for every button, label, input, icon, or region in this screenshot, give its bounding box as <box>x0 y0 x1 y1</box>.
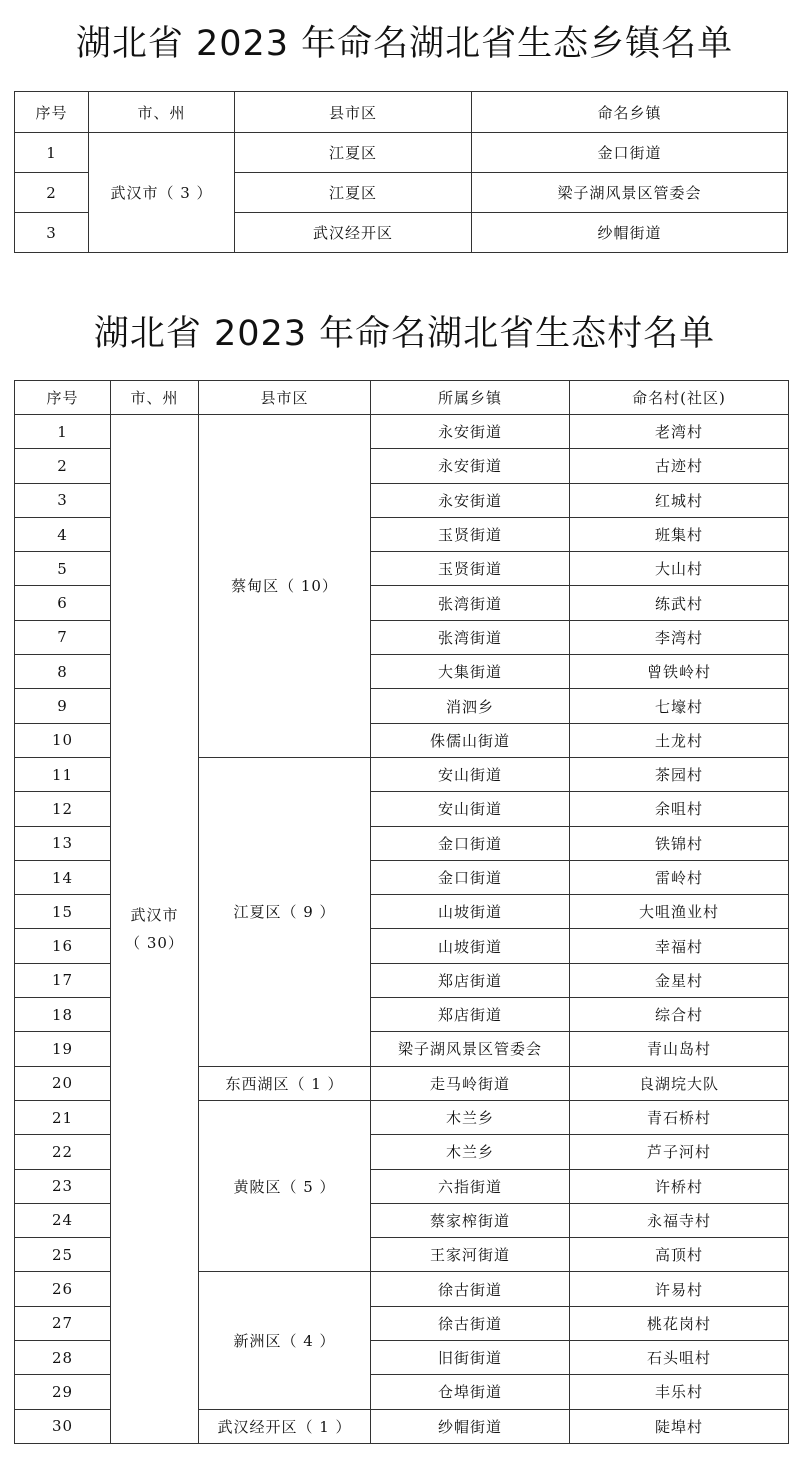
village-cell: 李湾村 <box>570 620 789 654</box>
row-number: 21 <box>15 1100 111 1134</box>
row-number: 23 <box>15 1169 111 1203</box>
town-cell: 蔡家榨街道 <box>371 1203 570 1237</box>
town-cell: 金口街道 <box>371 860 570 894</box>
town-cell: 玉贤街道 <box>371 517 570 551</box>
district-group-cell: 蔡甸区（ 10） <box>199 415 371 758</box>
town-cell: 永安街道 <box>371 449 570 483</box>
town-cell: 郑店街道 <box>371 998 570 1032</box>
village-cell: 七壕村 <box>570 689 789 723</box>
row-number: 30 <box>15 1409 111 1443</box>
row-number: 22 <box>15 1135 111 1169</box>
row-number: 29 <box>15 1375 111 1409</box>
village-cell: 大山村 <box>570 552 789 586</box>
town-cell: 旧街街道 <box>371 1341 570 1375</box>
column-header-village: 命名村(社区) <box>570 381 789 415</box>
column-header-town: 所属乡镇 <box>371 381 570 415</box>
village-cell: 永福寺村 <box>570 1203 789 1237</box>
town-cell: 永安街道 <box>371 415 570 449</box>
city-group-count: （ 30） <box>125 933 184 952</box>
row-number: 20 <box>15 1066 111 1100</box>
table-header-row <box>15 381 789 415</box>
column-header-district: 县市区 <box>199 381 371 415</box>
row-number: 12 <box>15 792 111 826</box>
town-cell: 张湾街道 <box>371 620 570 654</box>
district-cell: 江夏区 <box>235 173 472 213</box>
town-cell: 木兰乡 <box>371 1100 570 1134</box>
village-cell: 老湾村 <box>570 415 789 449</box>
eco-villages-table <box>14 380 789 1444</box>
column-header-city: 市、州 <box>111 381 199 415</box>
row-number: 7 <box>15 620 111 654</box>
village-cell: 青山岛村 <box>570 1032 789 1066</box>
town-cell: 玉贤街道 <box>371 552 570 586</box>
towns-list-title: 湖北省 2023 年命名湖北省生态乡镇名单 <box>75 24 734 64</box>
row-number: 5 <box>15 552 111 586</box>
town-cell: 金口街道 <box>371 826 570 860</box>
row-number: 4 <box>15 517 111 551</box>
town-cell: 安山街道 <box>371 792 570 826</box>
row-number: 18 <box>15 998 111 1032</box>
village-cell: 铁锦村 <box>570 826 789 860</box>
town-cell: 山坡街道 <box>371 895 570 929</box>
row-number: 1 <box>15 133 89 173</box>
town-cell: 金口街道 <box>472 133 788 173</box>
town-cell: 张湾街道 <box>371 586 570 620</box>
town-cell: 郑店街道 <box>371 963 570 997</box>
town-cell: 侏儒山街道 <box>371 723 570 757</box>
row-number: 19 <box>15 1032 111 1066</box>
village-cell: 许易村 <box>570 1272 789 1306</box>
row-number: 6 <box>15 586 111 620</box>
village-cell: 良湖垸大队 <box>570 1066 789 1100</box>
village-cell: 幸福村 <box>570 929 789 963</box>
town-cell: 仓埠街道 <box>371 1375 570 1409</box>
row-number: 28 <box>15 1341 111 1375</box>
row-number: 3 <box>15 213 89 253</box>
town-cell: 王家河街道 <box>371 1238 570 1272</box>
village-cell: 古迹村 <box>570 449 789 483</box>
row-number: 2 <box>15 449 111 483</box>
town-cell: 走马岭街道 <box>371 1066 570 1100</box>
town-cell: 六指街道 <box>371 1169 570 1203</box>
table-header-row <box>15 92 788 133</box>
town-cell: 安山街道 <box>371 757 570 791</box>
column-header-district: 县市区 <box>235 92 472 133</box>
row-number: 17 <box>15 963 111 997</box>
row-number: 14 <box>15 860 111 894</box>
village-cell: 青石桥村 <box>570 1100 789 1134</box>
village-cell: 许桥村 <box>570 1169 789 1203</box>
village-cell: 茶园村 <box>570 757 789 791</box>
town-cell: 山坡街道 <box>371 929 570 963</box>
village-cell: 练武村 <box>570 586 789 620</box>
city-group-cell <box>111 415 199 1444</box>
town-cell: 消泗乡 <box>371 689 570 723</box>
column-header-number: 序号 <box>15 92 89 133</box>
village-cell: 雷岭村 <box>570 860 789 894</box>
village-cell: 红城村 <box>570 483 789 517</box>
table-row <box>15 415 789 449</box>
town-cell: 永安街道 <box>371 483 570 517</box>
row-number: 16 <box>15 929 111 963</box>
villages-list-title: 湖北省 2023 年命名湖北省生态村名单 <box>93 314 716 354</box>
row-number: 1 <box>15 415 111 449</box>
village-cell: 土龙村 <box>570 723 789 757</box>
column-header-city: 市、州 <box>89 92 235 133</box>
district-group-cell: 新洲区（ 4 ） <box>199 1272 371 1409</box>
village-cell: 石头咀村 <box>570 1341 789 1375</box>
row-number: 10 <box>15 723 111 757</box>
table-row <box>15 133 788 173</box>
row-number: 9 <box>15 689 111 723</box>
district-group-cell: 东西湖区（ 1 ） <box>199 1066 371 1100</box>
row-number: 24 <box>15 1203 111 1237</box>
row-number: 25 <box>15 1238 111 1272</box>
village-cell: 大咀渔业村 <box>570 895 789 929</box>
town-cell: 大集街道 <box>371 655 570 689</box>
village-cell: 曾铁岭村 <box>570 655 789 689</box>
district-group-cell: 江夏区（ 9 ） <box>199 757 371 1066</box>
town-cell: 梁子湖风景区管委会 <box>472 173 788 213</box>
column-header-town: 命名乡镇 <box>472 92 788 133</box>
town-cell: 梁子湖风景区管委会 <box>371 1032 570 1066</box>
row-number: 27 <box>15 1306 111 1340</box>
village-cell: 余咀村 <box>570 792 789 826</box>
row-number: 8 <box>15 655 111 689</box>
town-cell: 纱帽街道 <box>472 213 788 253</box>
district-group-cell: 武汉经开区（ 1 ） <box>199 1409 371 1443</box>
row-number: 13 <box>15 826 111 860</box>
town-cell: 木兰乡 <box>371 1135 570 1169</box>
village-cell: 金星村 <box>570 963 789 997</box>
city-group-name: 武汉市 <box>130 905 179 924</box>
district-group-cell: 黄陂区（ 5 ） <box>199 1100 371 1271</box>
row-number: 26 <box>15 1272 111 1306</box>
town-cell: 徐古街道 <box>371 1272 570 1306</box>
row-number: 2 <box>15 173 89 213</box>
town-cell: 徐古街道 <box>371 1306 570 1340</box>
district-cell: 武汉经开区 <box>235 213 472 253</box>
eco-towns-table <box>14 91 788 253</box>
column-header-number: 序号 <box>15 381 111 415</box>
city-group-cell: 武汉市（ 3 ） <box>89 133 235 253</box>
row-number: 15 <box>15 895 111 929</box>
village-cell: 高顶村 <box>570 1238 789 1272</box>
village-cell: 芦子河村 <box>570 1135 789 1169</box>
village-cell: 综合村 <box>570 998 789 1032</box>
row-number: 3 <box>15 483 111 517</box>
town-cell: 纱帽街道 <box>371 1409 570 1443</box>
district-cell: 江夏区 <box>235 133 472 173</box>
village-cell: 陡埠村 <box>570 1409 789 1443</box>
village-cell: 班集村 <box>570 517 789 551</box>
village-cell: 桃花岗村 <box>570 1306 789 1340</box>
village-cell: 丰乐村 <box>570 1375 789 1409</box>
row-number: 11 <box>15 757 111 791</box>
